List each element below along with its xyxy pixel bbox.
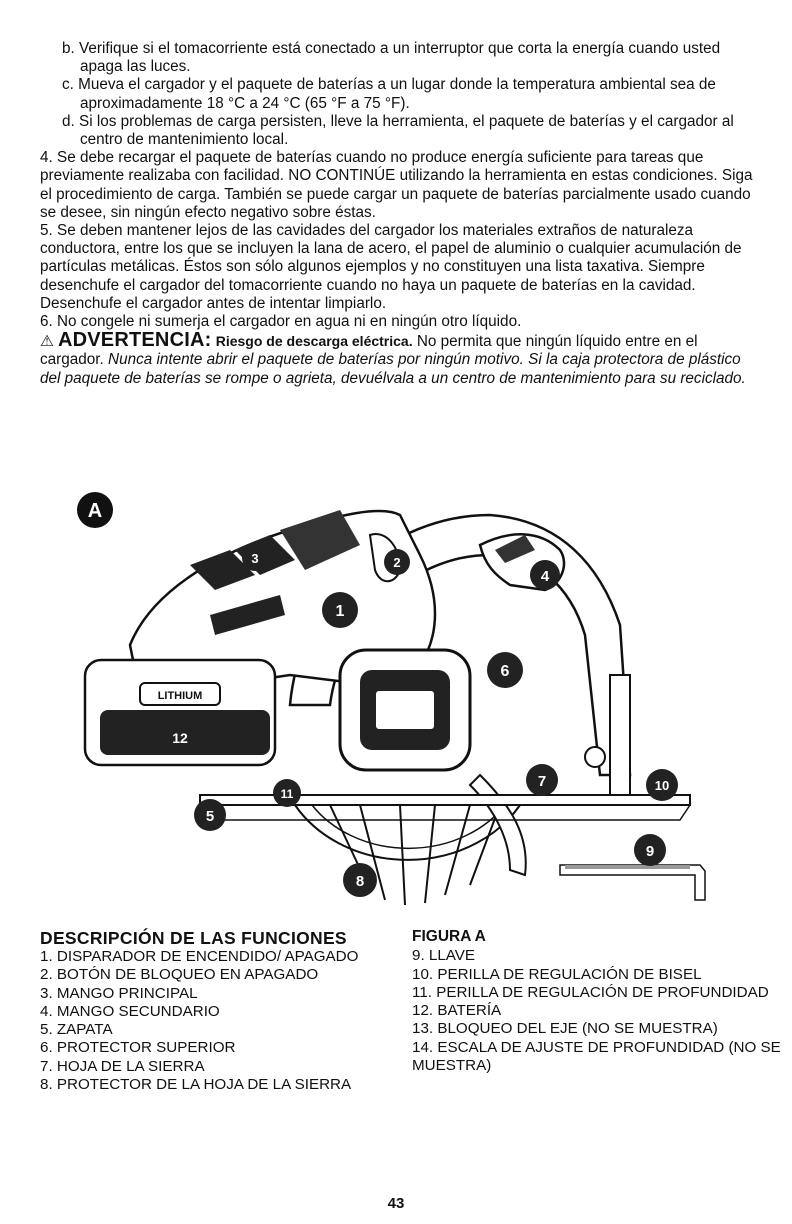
svg-text:8: 8 xyxy=(355,873,365,890)
svg-text:6: 6 xyxy=(500,663,510,680)
callout-7 xyxy=(526,764,558,796)
callout-10 xyxy=(646,769,678,801)
callout-8 xyxy=(343,863,377,897)
warning-heading: ADVERTENCIA: xyxy=(57,329,212,352)
bevel-bracket xyxy=(610,675,630,795)
feature-item: 2. BOTÓN DE BLOQUEO EN APAGADO xyxy=(40,966,319,984)
svg-text:12: 12 xyxy=(172,730,188,746)
warning-paragraph xyxy=(40,331,765,388)
section-title: DESCRIPCIÓN DE LAS FUNCIONES xyxy=(40,928,347,948)
figure-letter: A xyxy=(87,500,103,522)
svg-text:4: 4 xyxy=(540,568,550,585)
depth-knob xyxy=(585,747,605,767)
feature-item: 1. DISPARADOR DE ENCENDIDO/ APAGADO xyxy=(40,948,359,965)
features-list-right xyxy=(412,947,782,1075)
feature-item: 3. MANGO PRINCIPAL xyxy=(40,984,198,1002)
feature-item: 6. PROTECTOR SUPERIOR xyxy=(40,1039,236,1057)
figure-letter-badge xyxy=(77,492,113,528)
feature-item: 10. PERILLA DE REGULACIÓN DE BISEL xyxy=(412,965,702,983)
shoe-edge xyxy=(200,805,690,820)
numbered-item-6: 6. No congele ni sumerja el cargador en agua ni en ningún otro líquido. xyxy=(40,313,522,331)
feature-item: 8. PROTECTOR DE LA HOJA DE LA SIERRA xyxy=(40,1076,352,1094)
battery-label: LITHIUM xyxy=(157,690,203,702)
warning-text: No permita que ningún líquido entre en el cargador. xyxy=(40,333,698,369)
numbered-item-4: 4. Se debe recargar el paquete de baterías cuando no produce energía suficiente para tareas que previamente realizaba con facilidad. NO CONTINÚE utilizando la herramienta en estas condiciones. Siga el procedimiento de carga. También se puede cargar un paquete de baterías parcialmente usado cuando se desee, sin ningún efecto negativo sobre éstas. xyxy=(40,149,753,221)
callout-3 xyxy=(242,545,268,571)
svg-text:7: 7 xyxy=(537,773,547,790)
feature-item: 5. ZAPATA xyxy=(40,1021,113,1039)
callout-6 xyxy=(487,652,523,688)
callout-1 xyxy=(322,592,358,628)
svg-text:9: 9 xyxy=(645,843,655,860)
circular-saw-drawing xyxy=(40,475,760,915)
warning-icon: ⚠ xyxy=(40,333,54,351)
feature-item: 13. BLOQUEO DEL EJE (NO SE MUESTRA) xyxy=(412,1020,718,1038)
feature-item: 9. LLAVE xyxy=(412,947,476,965)
sub-item-d: d. Si los problemas de carga persisten, lleve la herramienta, el paquete de baterías y el cargador al centro de mantenimiento local. xyxy=(62,112,734,149)
features-description xyxy=(40,928,390,1094)
sub-item-b: b. Verifique si el tomacorriente está conectado a un interruptor que corta la energía cuando usted apaga las luces. xyxy=(62,40,721,76)
callout-4 xyxy=(530,560,560,590)
svg-text:1: 1 xyxy=(335,603,345,620)
figure-title: FIGURA A xyxy=(412,928,486,945)
svg-text:3: 3 xyxy=(251,551,259,566)
callout-9 xyxy=(634,834,666,866)
features-list-left xyxy=(40,948,390,1094)
callout-11 xyxy=(273,779,301,807)
wrench xyxy=(560,865,705,900)
feature-item: 4. MANGO SECUNDARIO xyxy=(40,1002,220,1020)
feature-item: 11. PERILLA DE REGULACIÓN DE PROFUNDIDAD xyxy=(412,983,769,1001)
instructions-text xyxy=(40,40,765,388)
feature-item: 7. HOJA DE LA SIERRA xyxy=(40,1057,205,1075)
motor-vent xyxy=(375,690,435,730)
warning-italic-text: Nunca intente abrir el paquete de baterías por ningún motivo. Si la caja protectora de plástico del paquete de baterías se rompe o agrieta, devuélvala a un centro de mantenimiento para su reciclado. xyxy=(40,351,746,387)
svg-text:10: 10 xyxy=(654,778,670,793)
figure-legend xyxy=(412,928,782,1075)
callout-2 xyxy=(384,549,410,575)
warning-subheading: Riesgo de descarga eléctrica. xyxy=(215,333,413,350)
svg-text:11: 11 xyxy=(280,787,294,801)
page-number: 43 xyxy=(387,1195,405,1212)
svg-text:2: 2 xyxy=(393,555,401,570)
feature-item: 12. BATERÍA xyxy=(412,1002,502,1020)
callout-5 xyxy=(194,799,226,831)
svg-text:5: 5 xyxy=(205,808,215,825)
callout-12 xyxy=(163,720,197,754)
saw-illustration xyxy=(40,475,760,915)
numbered-item-5: 5. Se deben mantener lejos de las cavidades del cargador los materiales extraños de naturaleza conductora, entre los que se incluyen la lana de acero, el papel de aluminio o cualquier acumulación de partículas metálicas. Éstos son sólo algunos ejemplos y no constituyen una lista taxativa. Siempre desenchufe el cargador del tomacorriente cuando no haya un paquete de baterías en la cavidad. Desenchufe el cargador antes de intentar limpiarlo. xyxy=(40,222,742,312)
sub-item-c: c. Mueva el cargador y el paquete de baterías a un lugar donde la temperatura ambiental sea de aproximadamente 18 °C a 24 °C (65 °F a 75 °F). xyxy=(62,76,716,112)
feature-item: 14. ESCALA DE AJUSTE DE PROFUNDIDAD (NO SE MUESTRA) xyxy=(412,1038,781,1075)
